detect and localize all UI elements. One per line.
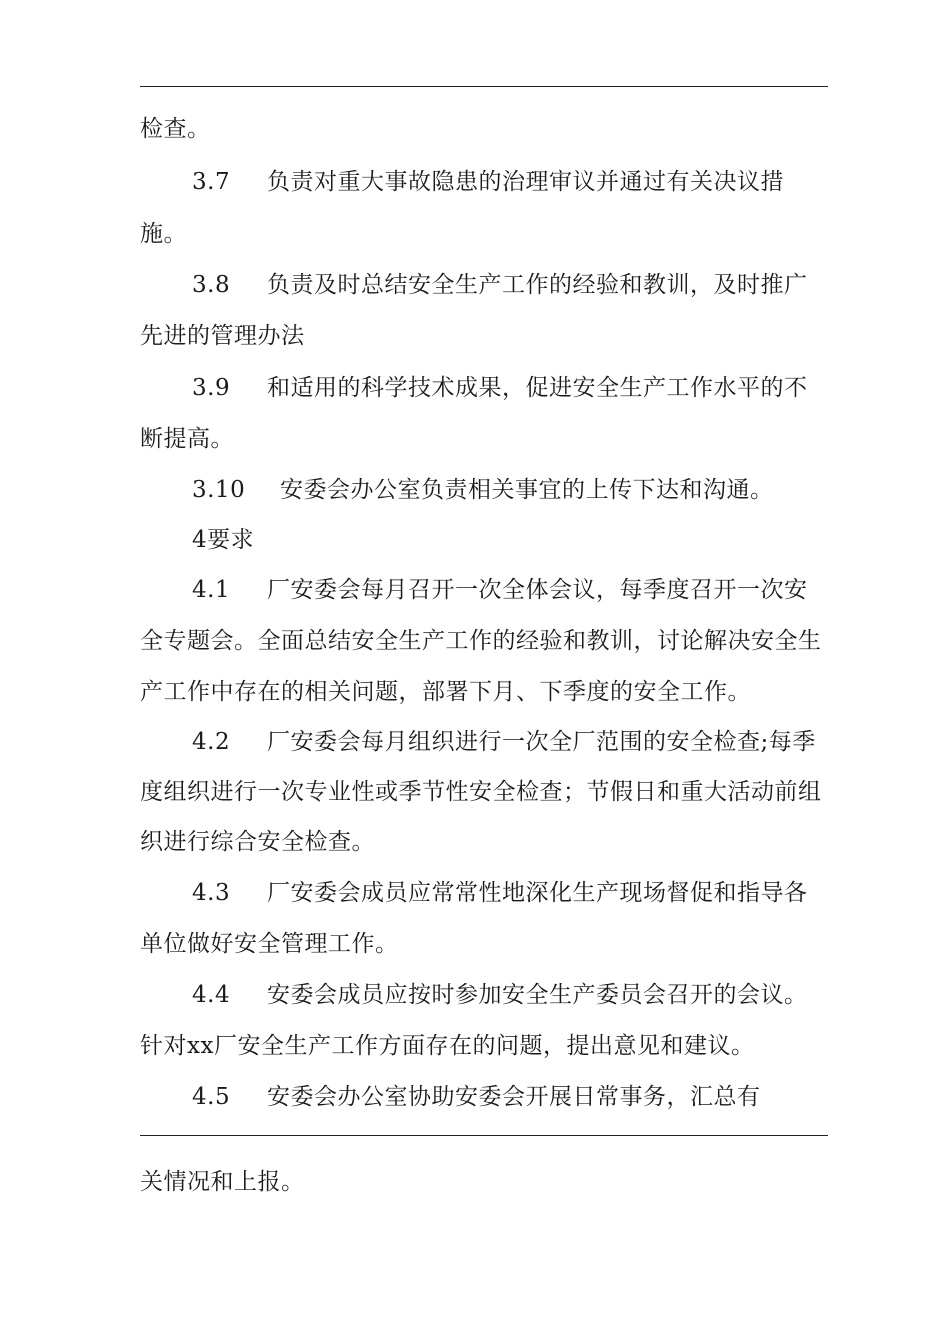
- clause-number: 4.2: [192, 729, 231, 755]
- clause-number: 4.5: [192, 1084, 231, 1110]
- clause-4-1: [192, 575, 892, 605]
- clause-number: 3.9: [192, 375, 231, 401]
- clause-text: 厂安委会每月组织进行一次全厂范围的安全检查;每季: [267, 729, 816, 755]
- clause-number: 4.4: [192, 982, 231, 1008]
- text-line: 施。: [140, 221, 187, 247]
- header-rule: [140, 86, 828, 87]
- clause-text: 安委会办公室负责相关事宜的上传下达和沟通。: [280, 477, 774, 503]
- text-line: 先进的管理办法: [140, 323, 305, 349]
- clause-text: 厂安委会成员应常常性地深化生产现场督促和指导各: [267, 880, 808, 906]
- clause-3-10: [192, 475, 892, 505]
- clause-4-2: [192, 727, 892, 757]
- text-line: 全专题会。全面总结安全生产工作的经验和教训，讨论解决安全生: [140, 628, 822, 654]
- text-line: 产工作中存在的相关问题，部署下月、下季度的安全工作。: [140, 679, 751, 705]
- clause-text: 厂安委会每月召开一次全体会议，每季度召开一次安: [267, 577, 808, 603]
- clause-4-3: [192, 878, 892, 908]
- clause-3-8: [192, 270, 892, 300]
- clause-number: 4.3: [192, 880, 231, 906]
- clause-3-7: [192, 167, 892, 197]
- text-line: 单位做好安全管理工作。: [140, 931, 399, 957]
- clause-text: 安委会成员应按时参加安全生产委员会召开的会议。: [267, 982, 808, 1008]
- section-heading-4: 4要求: [192, 527, 255, 553]
- clause-4-5: [192, 1082, 892, 1112]
- clause-text: 安委会办公室协助安委会开展日常事务，汇总有: [267, 1084, 761, 1110]
- text-line: 织进行综合安全检查。: [140, 829, 375, 855]
- clause-3-9: [192, 373, 892, 403]
- clause-text: 和适用的科学技术成果，促进安全生产工作水平的不: [267, 375, 808, 401]
- text-line: 度组织进行一次专业性或季节性安全检查；节假日和重大活动前组: [140, 779, 822, 805]
- footer-rule: [140, 1135, 828, 1136]
- text-line: 关情况和上报。: [140, 1169, 305, 1195]
- text-line: 针对xx厂安全生产工作方面存在的问题，提出意见和建议。: [140, 1033, 755, 1059]
- clause-number: 3.10: [192, 477, 246, 503]
- clause-4-4: [192, 980, 892, 1010]
- clause-number: 3.8: [192, 272, 231, 298]
- clause-text: 负责对重大事故隐患的治理审议并通过有关决议措: [267, 169, 784, 195]
- clause-number: 4.1: [192, 577, 231, 603]
- text-line: 断提高。: [140, 426, 234, 452]
- text-line: 检查。: [140, 116, 211, 142]
- clause-number: 3.7: [192, 169, 231, 195]
- clause-text: 负责及时总结安全生产工作的经验和教训，及时推广: [267, 272, 808, 298]
